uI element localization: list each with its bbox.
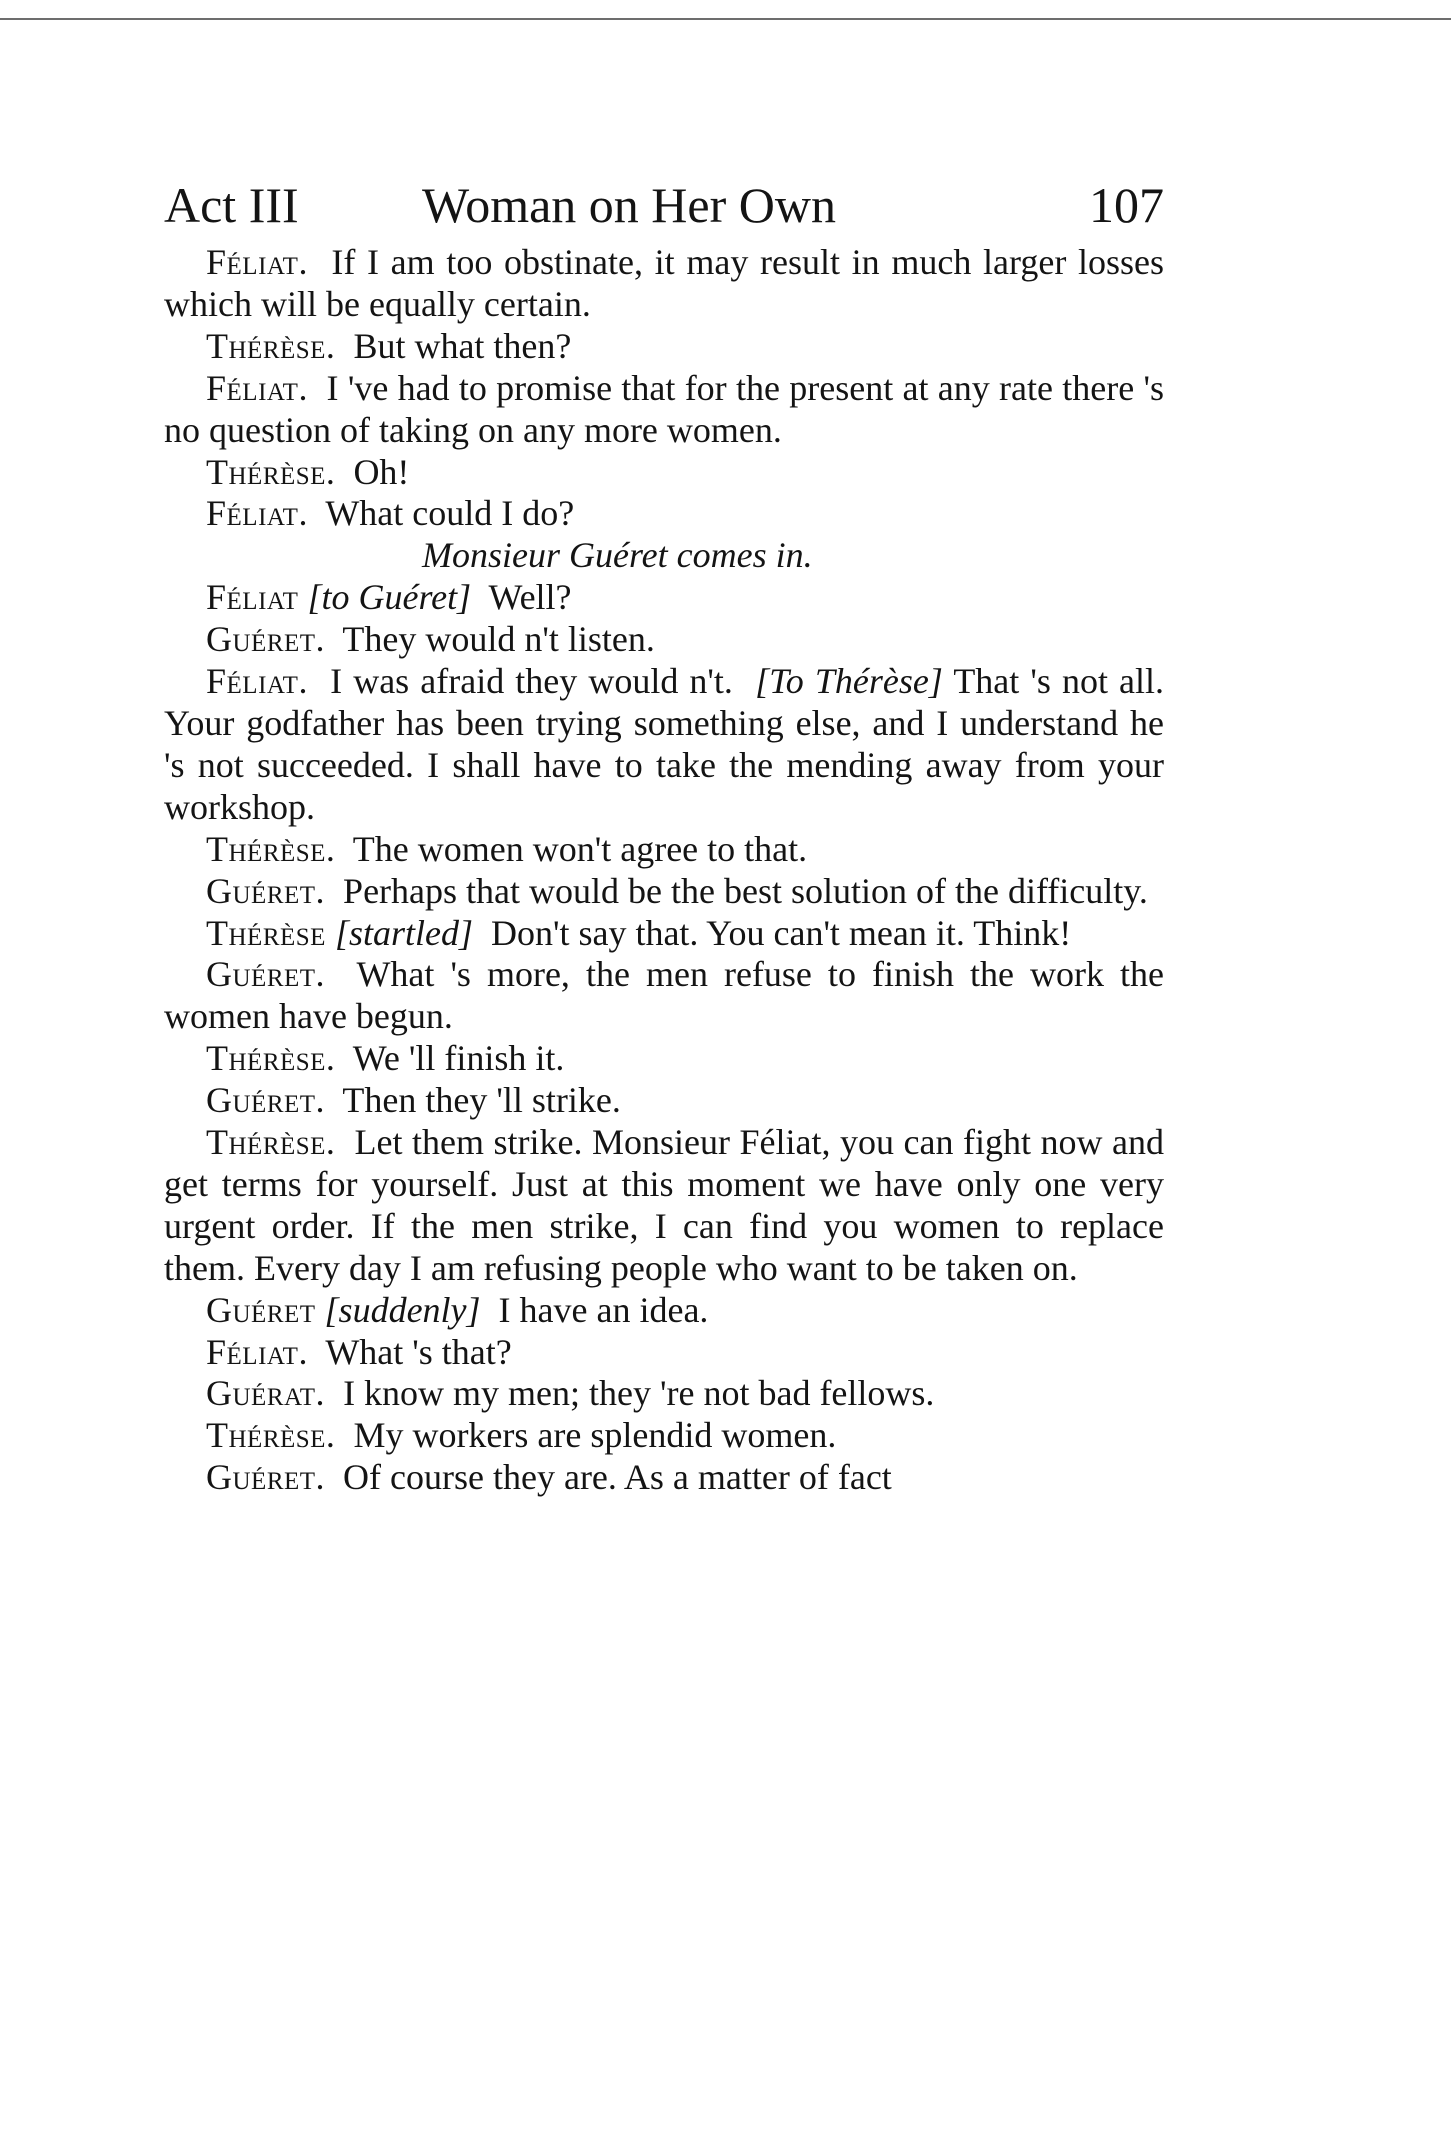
speaker-name: Guéret. bbox=[206, 954, 326, 995]
speech-text: Well? bbox=[488, 577, 572, 618]
running-title: Woman on Her Own bbox=[422, 177, 836, 233]
dialogue-line bbox=[164, 954, 1164, 1038]
speaker-name: Féliat. bbox=[206, 242, 308, 282]
dialogue-line bbox=[164, 577, 1164, 619]
speaker-name: Guéret. bbox=[206, 1080, 326, 1121]
speaker-name: Féliat bbox=[206, 577, 299, 618]
dialogue-line bbox=[164, 493, 1164, 535]
speaker-name: Thérèse. bbox=[206, 1038, 336, 1079]
speaker-name: Thérèse. bbox=[206, 828, 336, 869]
speaker-name: Féliat. bbox=[206, 493, 308, 534]
speech-text: The women won't agree to that. bbox=[352, 828, 808, 869]
speech-text: I 've had to promise that for the present at any rate there 's no question of taking on any more women. bbox=[164, 367, 1164, 450]
dialogue-line bbox=[164, 829, 1164, 871]
speech-text: We 'll finish it. bbox=[352, 1038, 565, 1079]
speaker-name: Guéret. bbox=[206, 870, 326, 911]
inline-direction: [To Thérèse] bbox=[755, 661, 943, 702]
speech-text: They would n't listen. bbox=[342, 619, 655, 660]
speech-text: I know my men; they 're not bad fellows. bbox=[343, 1373, 935, 1414]
dialogue-line bbox=[164, 1122, 1164, 1290]
inline-direction: [startled] bbox=[334, 912, 473, 953]
stage-direction: Monsieur Guéret comes in. bbox=[422, 535, 813, 576]
speaker-name: Thérèse. bbox=[206, 1415, 336, 1456]
speech-text: Oh! bbox=[353, 451, 410, 492]
speech-text: Let them strike. Monsieur Féliat, you can fight now and get terms for yourself. Just at this moment we have only one very urgent order. If the men strike, I can find you women to replace them. Every day I am refusing people who want to be taken on. bbox=[164, 1122, 1164, 1288]
speech-text: My workers are splendid women. bbox=[353, 1415, 837, 1456]
speaker-name: Féliat. bbox=[206, 661, 308, 702]
top-rule bbox=[0, 18, 1451, 20]
act-label: Act III bbox=[164, 177, 299, 233]
speech-text: What 's that? bbox=[325, 1331, 512, 1372]
speech-text: Perhaps that would be the best solution of the difficulty. bbox=[343, 870, 1148, 911]
speaker-name: Thérèse bbox=[206, 912, 326, 953]
dialogue-line bbox=[164, 452, 1164, 494]
speech-text: Don't say that. You can't mean it. Think! bbox=[490, 912, 1072, 953]
dialogue-line bbox=[164, 1038, 1164, 1080]
dialogue-line bbox=[164, 1415, 1164, 1457]
speaker-name: Féliat. bbox=[206, 367, 308, 408]
page-number: 107 bbox=[1089, 177, 1164, 233]
speaker-name: Thérèse. bbox=[206, 451, 336, 492]
dialogue-line bbox=[164, 1080, 1164, 1122]
speech-text: Of course they are. As a matter of fact bbox=[343, 1457, 892, 1498]
dialogue-line bbox=[164, 1373, 1164, 1415]
speech-text: What could I do? bbox=[325, 493, 575, 534]
speech-text: Then they 'll strike. bbox=[342, 1080, 621, 1121]
dialogue-line bbox=[164, 242, 1164, 326]
speaker-name: Féliat. bbox=[206, 1331, 308, 1372]
speaker-name: Guéret. bbox=[206, 1457, 326, 1498]
running-header bbox=[164, 170, 1164, 240]
dialogue-line bbox=[164, 661, 1164, 829]
speech-text: That 's not all. Your godfather has been trying something else, and I understand he 's not succeeded. I shall have to take the mending away from your workshop. bbox=[164, 661, 1165, 827]
speaker-name: Guéret bbox=[206, 1289, 316, 1330]
dialogue-line bbox=[164, 1332, 1164, 1374]
speech-text: If I am too obstinate, it may result in much larger losses which will be equally certain. bbox=[164, 242, 1164, 324]
dialogue-line bbox=[164, 1290, 1164, 1332]
dialogue-line bbox=[164, 1457, 1164, 1499]
speaker-name: Thérèse. bbox=[206, 325, 336, 366]
dialogue-line bbox=[164, 368, 1164, 452]
inline-direction: [suddenly] bbox=[324, 1289, 481, 1330]
speech-text: I have an idea. bbox=[498, 1289, 709, 1330]
speech-text: But what then? bbox=[353, 325, 572, 366]
speech-text: What 's more, the men refuse to finish the work the women have begun. bbox=[164, 954, 1164, 1037]
play-text bbox=[164, 242, 1164, 1499]
speaker-name: Guérat. bbox=[206, 1373, 326, 1414]
dialogue-line bbox=[164, 913, 1164, 955]
speaker-name: Thérèse. bbox=[206, 1122, 336, 1163]
dialogue-line bbox=[164, 871, 1164, 913]
dialogue-line bbox=[164, 619, 1164, 661]
book-page bbox=[164, 170, 1164, 1499]
speaker-name: Guéret. bbox=[206, 619, 326, 660]
inline-direction: [to Guéret] bbox=[307, 577, 472, 618]
dialogue-line bbox=[164, 326, 1164, 368]
speech-text: I was afraid they would n't. bbox=[330, 661, 733, 702]
